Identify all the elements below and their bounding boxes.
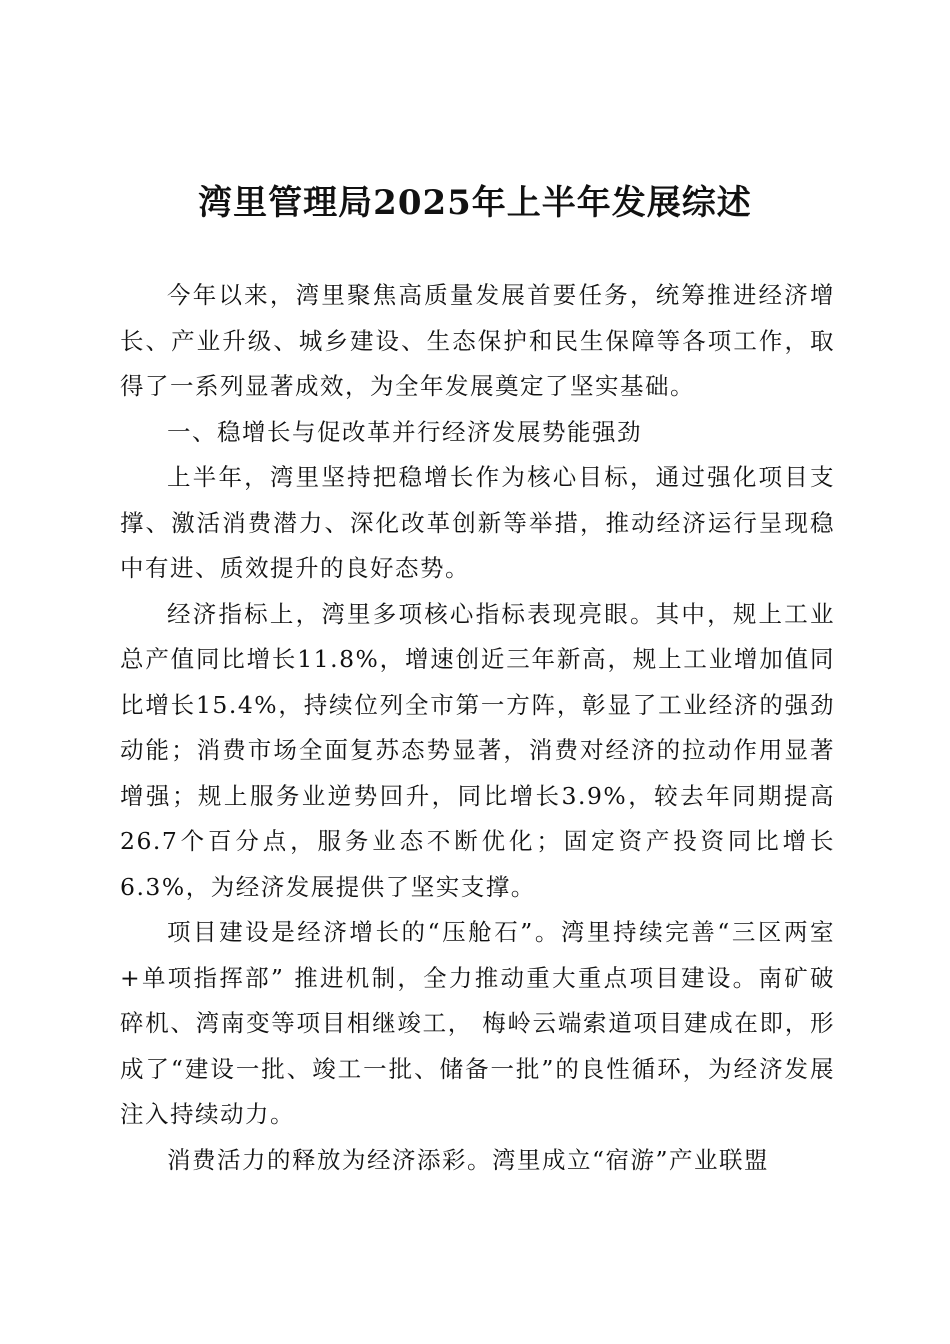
document-body [120, 273, 835, 1183]
body-paragraph: 项目建设是经济增长的“压舱石”。湾里持续完善“三区两室+单项指挥部” 推进机制，全力推动重大重点项目建设。南矿破碎机、湾南变等项目相继竣工， 梅岭云端索道项目建成在即，形成了“建设一批、竣工一批、储备一批”的良性循环，为经济发展注入持续动力。 [120, 918, 835, 1128]
body-paragraph: 经济指标上，湾里多项核心指标表现亮眼。其中，规上工业总产值同比增长11.8%，增速创近三年新高，规上工业增加值同比增长15.4%，持续位列全市第一方阵，彰显了工业经济的强劲动能；消费市场全面复苏态势显著，消费对经济的拉动作用显著增强；规上服务业逆势回升，同比增长3.9%，较去年同期提高26.7个百分点，服务业态不断优化；固定资产投资同比增长6.3%，为经济发展提供了坚实支撑。 [120, 599, 835, 901]
document-title: 湾里管理局2025年上半年发展综述 [198, 183, 752, 223]
body-paragraph: 消费活力的释放为经济添彩。湾里成立“宿游”产业联盟 [167, 1145, 770, 1174]
body-paragraph: 上半年，湾里坚持把稳增长作为核心目标，通过强化项目支撑、激活消费潜力、深化改革创新等举措，推动经济运行呈现稳中有进、质效提升的良好态势。 [120, 463, 835, 582]
intro-paragraph: 今年以来，湾里聚焦高质量发展首要任务，统筹推进经济增长、产业升级、城乡建设、生态保护和民生保障等各项工作，取得了一系列显著成效，为全年发展奠定了坚实基础。 [120, 281, 835, 400]
section-heading: 一、稳增长与促改革并行经济发展势能强劲 [167, 417, 642, 446]
